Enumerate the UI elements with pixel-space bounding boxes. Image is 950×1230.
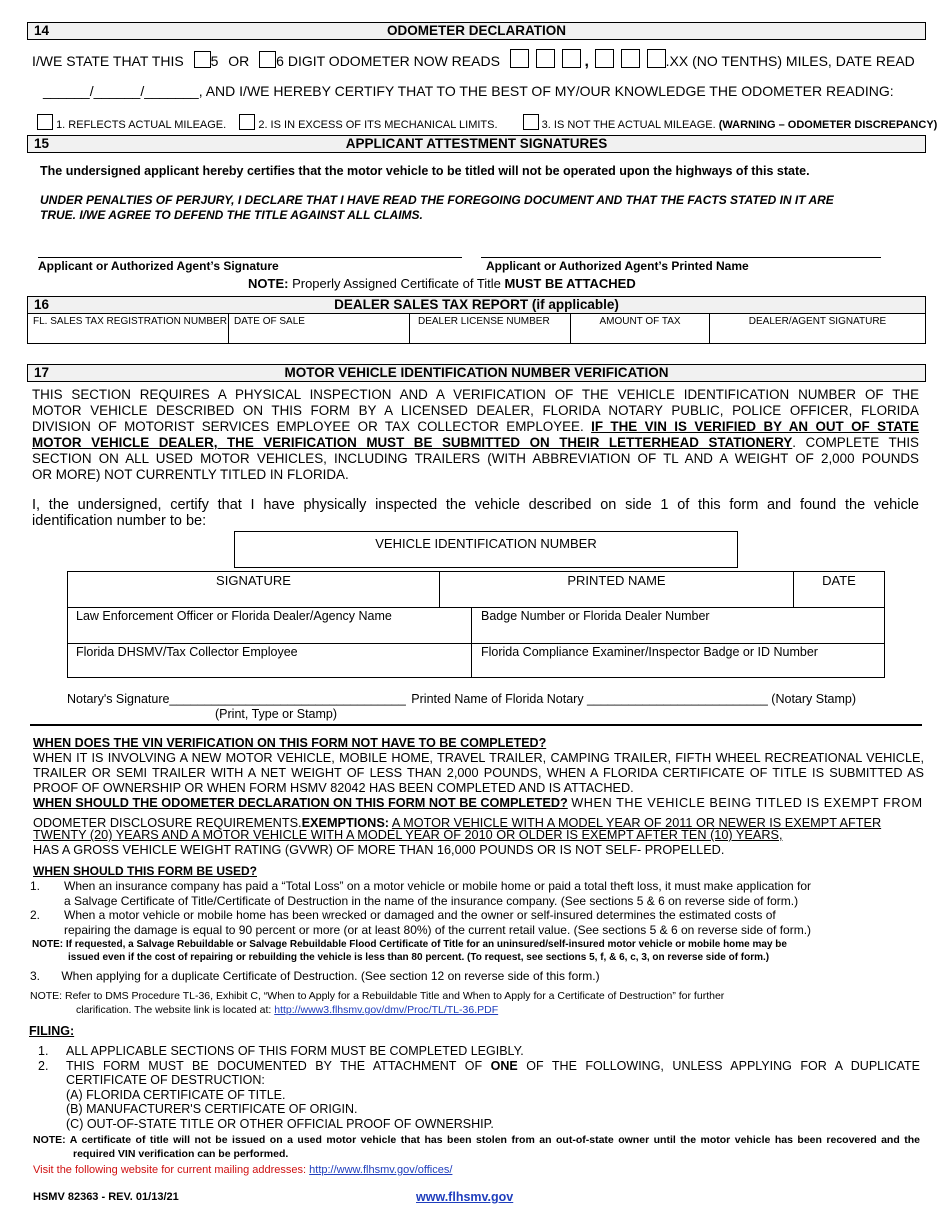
usage-item-2-line-2: repairing the damage is equal to 90 percent or more (or at least 80%) of the current retail value. (See sections 5 & 6 on reverse side of form.) bbox=[64, 922, 812, 937]
signature-cell[interactable] bbox=[68, 572, 440, 607]
col-date-of-sale: DATE OF SALE bbox=[234, 316, 305, 327]
printed-name-label: PRINTED NAME bbox=[567, 573, 666, 588]
usage-item-3-text: When applying for a duplicate Certificate of Destruction. (See section 12 on reverse side of this form.) bbox=[61, 969, 600, 983]
odometer-exempt-a2c: A MOTOR VEHICLE WITH A MODEL YEAR OF 2011 OR NEWER IS EXEMPT AFTER bbox=[391, 816, 882, 830]
inspection-certification bbox=[32, 497, 919, 529]
col-dealer-signature: DEALER/AGENT SIGNATURE bbox=[748, 316, 887, 327]
mailing-address-line bbox=[33, 1164, 452, 1176]
applicant-signature-line[interactable] bbox=[38, 257, 462, 258]
applicant-certification: The undersigned applicant hereby certifies that the motor vehicle to be titled will not be operated upon the highways of this state. bbox=[40, 164, 810, 178]
section-title: ODOMETER DECLARATION bbox=[387, 23, 566, 38]
filing-list bbox=[38, 1044, 920, 1131]
procedure-note bbox=[30, 989, 724, 1017]
odometer-line-1 bbox=[32, 49, 915, 71]
section-number: 17 bbox=[34, 365, 50, 380]
date-label: DATE bbox=[822, 573, 856, 588]
vin-req-line-3 bbox=[32, 419, 919, 435]
notary-stamp: (Notary Stamp) bbox=[771, 692, 857, 706]
vin-exemption-question: WHEN DOES THE VIN VERIFICATION ON THIS FORM NOT HAVE TO BE COMPLETED? bbox=[33, 736, 547, 750]
filing-option-a: (A) FLORIDA CERTIFICATE OF TITLE. bbox=[66, 1087, 286, 1102]
applicant-printed-name-label: Applicant or Authorized Agent’s Printed Name bbox=[486, 259, 749, 273]
section-number: 14 bbox=[34, 23, 50, 38]
usage-item-1 bbox=[30, 879, 811, 908]
note-bold: MUST BE ATTACHED bbox=[504, 276, 636, 291]
actual-mileage-label: 1. REFLECTS ACTUAL MILEAGE. bbox=[56, 119, 227, 131]
or-label: OR bbox=[228, 53, 250, 69]
procedure-link[interactable]: http://www3.flhsmv.gov/dmv/Proc/TL/TL-36.PDF bbox=[274, 1004, 499, 1016]
dealer-signature-cell[interactable] bbox=[710, 314, 925, 343]
five-digit-checkbox[interactable] bbox=[194, 51, 211, 68]
badge-label: Badge Number or Florida Dealer Number bbox=[481, 609, 710, 623]
vin-req-line-3a: DIVISION OF MOTORIST SERVICES EMPLOYEE OR TAX COLLECTOR EMPLOYEE. bbox=[32, 419, 584, 434]
section-number: 15 bbox=[34, 136, 50, 151]
vin-req-line-3b: IF THE VIN IS VERIFIED BY AN OUT OF STATE bbox=[591, 419, 919, 434]
usage-item-1-line-2: a Salvage Certificate of Title/Certificate of Destruction in the name of the insurance company. (See sections 5 & 6 on reverse side of form.) bbox=[64, 893, 799, 908]
vin-exempt-line-3: PROOF OF OWNERSHIP OR WHEN FORM HSMV 82042 HAS BEEN COMPLETED AND IS ATTACHED. bbox=[33, 781, 634, 795]
col-dealer-license: DEALER LICENSE NUMBER bbox=[418, 316, 550, 327]
vin-req-line-4b: . COMPLETE THIS bbox=[792, 435, 919, 450]
inspector-label: Florida Compliance Examiner/Inspector Badge or ID Number bbox=[481, 645, 818, 659]
vin-req-line-1: THIS SECTION REQUIRES A PHYSICAL INSPECTION AND A VERIFICATION OF THE VEHICLE IDENTIFICATION NUMBER OF THE bbox=[32, 387, 919, 402]
odometer-options bbox=[37, 114, 938, 131]
odometer-digit-4[interactable] bbox=[595, 49, 614, 68]
odometer-statement: I/WE STATE THAT THIS bbox=[32, 53, 184, 69]
perjury-line-2: TRUE. I/WE AGREE TO DEFEND THE TITLE AGAINST ALL CLAIMS. bbox=[40, 208, 423, 222]
odometer-comma: , bbox=[584, 53, 589, 70]
vin-req-line-4 bbox=[32, 435, 919, 451]
odometer-date-line: ______/______/_______, AND I/WE HEREBY CERTIFY THAT TO THE BEST OF MY/OUR KNOWLEDGE THE ODOMETER READING: bbox=[43, 83, 894, 99]
officer-dealer-label: Law Enforcement Officer or Florida Dealer/Agency Name bbox=[76, 609, 392, 623]
filing-2-line-2: CERTIFICATE OF DESTRUCTION: bbox=[66, 1073, 265, 1087]
vin-label: VEHICLE IDENTIFICATION NUMBER bbox=[375, 536, 597, 551]
odometer-exemption-question bbox=[33, 796, 924, 811]
note-label: NOTE: bbox=[248, 276, 289, 291]
odometer-digit-5[interactable] bbox=[621, 49, 640, 68]
six-digit-label: 6 DIGIT ODOMETER NOW READS bbox=[276, 53, 500, 69]
filing-1-num: 1. bbox=[38, 1044, 49, 1058]
salvage-note-line-1: NOTE: If requested, a Salvage Rebuildable or Salvage Rebuildable Flood Certificate of Title for an uninsured/self-insured motor vehicle or mobile home may be bbox=[32, 939, 787, 950]
inspection-line-2: identification number to be: bbox=[32, 513, 207, 529]
section-number: 16 bbox=[34, 297, 50, 312]
vin-req-line-2: MOTOR VEHICLE DESCRIBED ON THIS FORM BY A LICENSED DEALER, FLORIDA NOTARY PUBLIC, POLICE OFFICER, FLORIDA bbox=[32, 403, 919, 418]
filing-2-num: 2. bbox=[38, 1058, 49, 1073]
section-14-header bbox=[27, 22, 926, 40]
amount-of-tax-cell[interactable] bbox=[571, 314, 710, 343]
odometer-exempt-a2a: ODOMETER DISCLOSURE REQUIREMENTS. bbox=[33, 816, 302, 830]
vin-entry-box[interactable] bbox=[234, 531, 738, 568]
notary-signature[interactable]: Notary's Signature__________________________________ bbox=[67, 692, 406, 706]
usage-item-2-num: 2. bbox=[30, 908, 41, 922]
form-usage-question: WHEN SHOULD THIS FORM BE USED? bbox=[33, 864, 257, 878]
dhsmv-employee-label: Florida DHSMV/Tax Collector Employee bbox=[76, 645, 298, 659]
filing-1-text: ALL APPLICABLE SECTIONS OF THIS FORM MUST BE COMPLETED LEGIBLY. bbox=[66, 1044, 524, 1058]
col-amount-of-tax: AMOUNT OF TAX bbox=[599, 316, 681, 327]
six-digit-checkbox[interactable] bbox=[259, 51, 276, 68]
stolen-note-line-1: NOTE: A certificate of title will not be issued on a used motor vehicle that has been stolen from an out-of-state owner until the motor vehicle has been recovered and the bbox=[33, 1134, 920, 1146]
odometer-tail: .XX (NO TENTHS) MILES, DATE READ bbox=[665, 53, 915, 69]
usage-item-1-line-1: When an insurance company has paid a “Total Loss” on a motor vehicle or mobile home or paid a total theft loss, it must make application for bbox=[64, 879, 812, 893]
filing-2-one: ONE bbox=[490, 1058, 518, 1073]
filing-heading: FILING: bbox=[29, 1024, 75, 1038]
vin-requirements-paragraph bbox=[32, 387, 919, 483]
date-cell[interactable] bbox=[794, 572, 884, 607]
excess-limits-checkbox[interactable] bbox=[239, 114, 255, 130]
odometer-digit-3[interactable] bbox=[562, 49, 581, 68]
filing-2-line-1 bbox=[66, 1059, 920, 1074]
filing-option-b: (B) MANUFACTURER'S CERTIFICATE OF ORIGIN. bbox=[66, 1102, 358, 1116]
mailing-address-text: Visit the following website for current mailing addresses: bbox=[33, 1164, 307, 1176]
perjury-statement bbox=[40, 193, 834, 223]
section-title: APPLICANT ATTESTMENT SIGNATURES bbox=[345, 136, 608, 151]
form-number: HSMV 82363 - REV. 01/13/21 bbox=[33, 1191, 179, 1203]
not-actual-label: 3. IS NOT THE ACTUAL MILEAGE. bbox=[541, 119, 716, 131]
usage-item-2-line-1: When a motor vehicle or mobile home has been wrecked or damaged and the owner or self-insured determines the estimated costs of bbox=[64, 908, 776, 922]
tax-registration-cell[interactable] bbox=[28, 314, 229, 343]
footer-website-link[interactable]: www.flhsmv.gov bbox=[416, 1190, 514, 1204]
actual-mileage-checkbox[interactable] bbox=[37, 114, 53, 130]
applicant-signature-label: Applicant or Authorized Agent’s Signature bbox=[38, 259, 279, 273]
odometer-digit-1[interactable] bbox=[510, 49, 529, 68]
section-title: DEALER SALES TAX REPORT (if applicable) bbox=[334, 297, 619, 312]
offices-link[interactable]: http://www.flhsmv.gov/offices/ bbox=[309, 1164, 453, 1176]
date-of-sale-cell[interactable] bbox=[229, 314, 410, 343]
salvage-note bbox=[32, 938, 787, 964]
perjury-line-1: UNDER PENALTIES OF PERJURY, I DECLARE THAT I HAVE READ THE FOREGOING DOCUMENT AND THAT THE FACTS STATED IN IT ARE bbox=[40, 193, 834, 207]
inspector-cell[interactable] bbox=[472, 644, 884, 677]
print-type-stamp: (Print, Type or Stamp) bbox=[215, 707, 338, 721]
notary-line bbox=[67, 692, 887, 706]
stolen-vehicle-note bbox=[33, 1134, 920, 1161]
vin-req-line-6: OR MORE) NOT CURRENTLY TITLED IN FLORIDA. bbox=[32, 467, 349, 482]
section-17-header bbox=[27, 364, 926, 382]
exemptions-label: EXEMPTIONS: bbox=[301, 816, 390, 830]
odometer-exempt-q: WHEN SHOULD THE ODOMETER DECLARATION ON THIS FORM NOT BE COMPLETED? bbox=[33, 796, 568, 810]
section-title: MOTOR VEHICLE IDENTIFICATION NUMBER VERIFICATION bbox=[284, 365, 669, 380]
odometer-exempt-line-3: TWENTY (20) YEARS AND A MOTOR VEHICLE WITH A MODEL YEAR OF 2010 OR OLDER IS EXEMPT AFTER TEN (10) YEARS, bbox=[33, 828, 783, 842]
procedure-note-line-2: clarification. The website link is located at: bbox=[76, 1004, 272, 1016]
usage-item-3 bbox=[30, 969, 600, 983]
odometer-digit-2[interactable] bbox=[536, 49, 555, 68]
section-15-header bbox=[27, 135, 926, 153]
applicant-printed-name-line[interactable] bbox=[481, 257, 881, 258]
dhsmv-employee-cell[interactable] bbox=[68, 644, 472, 677]
excess-limits-label: 2. IS IN EXCESS OF ITS MECHANICAL LIMITS. bbox=[258, 119, 498, 131]
note-text: Properly Assigned Certificate of Title bbox=[292, 276, 501, 291]
usage-item-1-num: 1. bbox=[30, 879, 41, 893]
salvage-note-line-2: issued even if the cost of repairing or rebuilding the vehicle is less than 80 percent. (To request, see sections 5, f, & 6, c, 3, on reverse side of form.) bbox=[68, 952, 770, 963]
vin-exempt-line-2: TRAILER OR SEMI TRAILER WITH A NET WEIGHT OF LESS THAN 2,000 POUNDS, WHEN A FLORIDA CERTIFICATE OF TITLE IS SUBMITTED AS bbox=[33, 766, 924, 780]
dealer-tax-table bbox=[27, 313, 926, 344]
odometer-exempt-a1: WHEN THE VEHICLE BEING TITLED IS EXEMPT FROM bbox=[571, 796, 923, 810]
odometer-warning: (WARNING – ODOMETER DISCREPANCY) bbox=[718, 119, 938, 131]
badge-cell[interactable] bbox=[472, 608, 884, 643]
signature-label: SIGNATURE bbox=[216, 573, 291, 588]
stolen-note-line-2: required VIN verification can be performed. bbox=[73, 1147, 289, 1160]
odometer-digit-6[interactable] bbox=[647, 49, 666, 68]
not-actual-checkbox[interactable] bbox=[523, 114, 539, 130]
filing-2-a: THIS FORM MUST BE DOCUMENTED BY THE ATTACHMENT OF bbox=[66, 1058, 483, 1073]
vin-exempt-line-1: WHEN IT IS INVOLVING A NEW MOTOR VEHICLE, MOBILE HOME, TRAVEL TRAILER, CAMPING TRAILER, FIFTH WHEEL RECREATIONAL VEHICLE, bbox=[33, 751, 924, 765]
usage-item-3-num: 3. bbox=[30, 969, 41, 983]
odometer-exempt-line-4: HAS A GROSS VEHICLE WEIGHT RATING (GVWR) OF MORE THAN 16,000 POUNDS OR IS NOT SELF- PROPELLED. bbox=[33, 843, 725, 857]
filing-option-c: (C) OUT-OF-STATE TITLE OR OTHER OFFICIAL PROOF OF OWNERSHIP. bbox=[66, 1116, 494, 1131]
filing-2-c: OF THE FOLLOWING, UNLESS APPLYING FOR A DUPLICATE bbox=[526, 1058, 920, 1073]
title-attached-note bbox=[248, 276, 636, 291]
section-divider bbox=[30, 724, 922, 726]
printed-name-cell[interactable] bbox=[440, 572, 794, 607]
officer-dealer-cell[interactable] bbox=[68, 608, 472, 643]
vin-req-line-5: SECTION ON ALL USED MOTOR VEHICLES, INCLUDING TRAILERS (WITH ABBREVIATION OF TL AND A WEIGHT OF 2,000 POUNDS bbox=[32, 451, 919, 466]
verifier-table bbox=[67, 571, 885, 678]
vin-req-line-4a: MOTOR VEHICLE DEALER, THE VERIFICATION MUST BE SUBMITTED ON THEIR LETTERHEAD STATIONERY bbox=[32, 435, 793, 450]
procedure-note-line-1: NOTE: Refer to DMS Procedure TL-36, Exhibit C, “When to Apply for a Rebuildable Title and When to Apply for a Certificate of Destruction” for further bbox=[30, 990, 725, 1002]
section-16-header bbox=[27, 296, 926, 314]
five-digit-label: 5 bbox=[210, 53, 219, 69]
notary-printed-name[interactable]: Printed Name of Florida Notary __________________________ bbox=[411, 692, 768, 706]
inspection-line-1: I, the undersigned, certify that I have physically inspected the vehicle described on side 1 of this form and found the vehicle bbox=[32, 497, 919, 513]
col-tax-registration: FL. SALES TAX REGISTRATION NUMBER bbox=[33, 316, 227, 327]
vin-exemption-answer bbox=[33, 751, 924, 796]
usage-item-2 bbox=[30, 908, 811, 937]
dealer-license-cell[interactable] bbox=[410, 314, 571, 343]
